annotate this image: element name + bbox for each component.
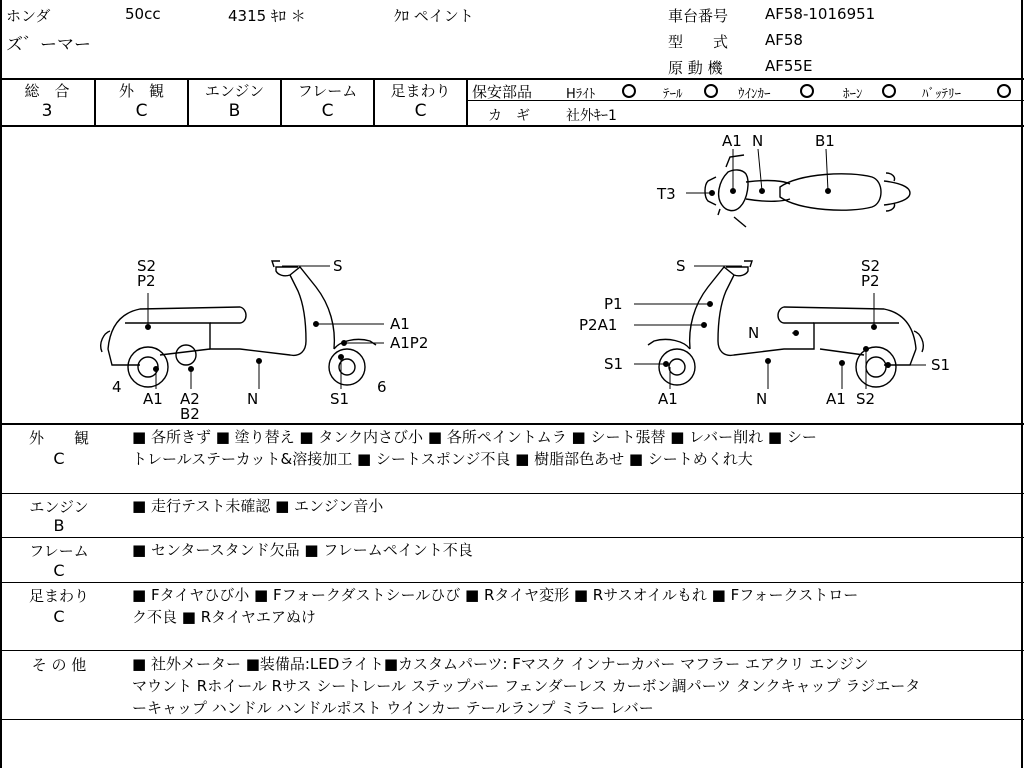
divider-section-3 xyxy=(0,582,1024,583)
key-label: カ ギ xyxy=(488,108,530,124)
frame-number-label: 車台番号 xyxy=(668,7,729,25)
safety-parts-title: 保安部品 xyxy=(472,83,533,101)
maker-name: ホンダ xyxy=(6,7,51,25)
section-exterior-line: トレールステーカット&溶接加工 ■ シートスポンジ不良 ■ 樹脂部色あせ ■ シートめくれ大 xyxy=(132,450,753,468)
left-label-a2: A2 xyxy=(180,390,200,408)
safety-item-battery: ﾊﾞｯﾃﾘｰ xyxy=(922,87,961,102)
top-label-a1: A1 xyxy=(722,132,742,150)
divider-section-1 xyxy=(0,493,1024,494)
section-suspension-line: ■ Fタイヤひび小 ■ Fフォークダストシールひび ■ Rタイヤ変形 ■ Rサスオイルもれ ■ Fフォークストロー xyxy=(132,586,859,604)
left-label-s: S xyxy=(333,257,343,275)
right-label-p2: P2 xyxy=(861,272,880,290)
top-label-n: N xyxy=(752,132,764,150)
engine-grade-label: エンジン xyxy=(204,82,265,100)
battery-ok-icon xyxy=(997,84,1011,98)
right-label-s2-rear: S2 xyxy=(856,390,876,408)
divider-section-2 xyxy=(0,537,1024,538)
left-label-a1: A1 xyxy=(143,390,163,408)
total-grade-label: 総 合 xyxy=(24,82,70,100)
scooter-right-view xyxy=(648,261,923,387)
total-grade-value: 3 xyxy=(41,101,53,121)
engine-grade-value: B xyxy=(228,101,241,121)
safety-item-horn: ﾎｰﾝ xyxy=(843,87,863,102)
section-other-line: マウント Rホイール Rサス シートレール ステップバー フェンダーレス カーボン調パーツ タンクキャップ ラジエータ xyxy=(132,677,921,695)
model-name: ズ゛ーマー xyxy=(6,35,91,55)
suspension-grade-value: C xyxy=(414,101,427,121)
left-label-s1: S1 xyxy=(330,390,350,408)
damage-diagram xyxy=(0,127,1022,423)
left-label-n: N xyxy=(247,390,259,408)
frame-number: AF58-1016951 xyxy=(765,5,876,23)
safety-item-taillight: ﾃｰﾙ xyxy=(663,87,683,102)
type-label: 型 式 xyxy=(668,33,729,51)
exterior-grade-label: 外 観 xyxy=(118,82,164,100)
right-label-n: N xyxy=(756,390,768,408)
left-label-4: 4 xyxy=(112,378,122,396)
section-exterior-label: 外 観 xyxy=(28,429,89,447)
exterior-grade-value: C xyxy=(135,101,148,121)
section-other-line: ■ 社外メーター ■装備品:LEDライト■カスタムパーツ: Fマスク インナーカバー マフラー エアクリ エンジン xyxy=(132,655,869,673)
left-label-a1-side: A1 xyxy=(390,315,410,333)
right-label-s: S xyxy=(676,257,686,275)
safety-item-winker: ｳｲﾝｶｰ xyxy=(738,87,771,102)
section-exterior-line: ■ 各所きず ■ 塗り替え ■ タンク内さび小 ■ 各所ペイントムラ ■ シート張替 ■ レバー削れ ■ シー xyxy=(132,428,817,446)
right-label-s1-front: S1 xyxy=(604,355,624,373)
top-label-t3: T3 xyxy=(657,185,676,203)
section-engine-grade: B xyxy=(53,516,65,535)
right-label-p1: P1 xyxy=(604,295,623,313)
section-suspension-line: ク不良 ■ Rタイヤエアぬけ xyxy=(132,608,316,626)
engine-model-label: 原 動 機 xyxy=(668,59,723,77)
section-other-label: そ の 他 xyxy=(31,656,87,674)
left-label-p2: P2 xyxy=(137,272,156,290)
key-value: 社外ｷｰ1 xyxy=(566,108,617,124)
left-label-6: 6 xyxy=(377,378,387,396)
divider-grade-5 xyxy=(466,78,468,126)
right-label-a1-rear: A1 xyxy=(826,390,846,408)
winker-ok-icon xyxy=(800,84,814,98)
type-value: AF58 xyxy=(765,31,803,49)
right-label-n-inner: N xyxy=(748,324,760,342)
left-label-b2: B2 xyxy=(180,405,200,423)
left-label-s2: S2 xyxy=(137,257,157,275)
section-engine-line: ■ 走行テスト未確認 ■ エンジン音小 xyxy=(132,497,384,515)
right-label-s2: S2 xyxy=(861,257,881,275)
section-frame-label: フレーム xyxy=(29,542,89,560)
engine-model-value: AF55E xyxy=(765,57,813,75)
color: ｸﾛ ペイント xyxy=(394,7,474,25)
headlight-ok-icon xyxy=(622,84,636,98)
displacement: 50cc xyxy=(125,5,161,23)
section-engine-label: エンジン xyxy=(29,498,89,516)
section-other-line: ーキャップ ハンドル ハンドルポスト ウインカー テールランプ ミラー レバー xyxy=(132,699,654,717)
section-frame-line: ■ センタースタンド欠品 ■ フレームペイント不良 xyxy=(132,541,473,559)
section-suspension-label: 足まわり xyxy=(28,587,89,605)
divider-remarks-top xyxy=(0,423,1024,425)
section-suspension-grade: C xyxy=(53,607,65,626)
right-label-s1-rear: S1 xyxy=(931,356,951,374)
right-label-p2a1: P2A1 xyxy=(579,316,618,334)
left-label-a1p2: A1P2 xyxy=(390,334,429,352)
frame-grade-label: フレーム xyxy=(297,82,358,100)
divider-section-5 xyxy=(0,719,1024,720)
frame-grade-value: C xyxy=(321,101,334,121)
horn-ok-icon xyxy=(882,84,896,98)
section-exterior-grade: C xyxy=(53,449,65,468)
right-label-a1: A1 xyxy=(658,390,678,408)
section-frame-grade: C xyxy=(53,561,65,580)
divider-section-4 xyxy=(0,650,1024,651)
safety-item-headlight: Hﾗｲﾄ xyxy=(566,87,596,102)
mileage: 4315 ｷﾛ ＊ xyxy=(228,7,306,25)
suspension-grade-label: 足まわり xyxy=(390,82,451,100)
taillight-ok-icon xyxy=(704,84,718,98)
top-label-b1: B1 xyxy=(815,132,835,150)
